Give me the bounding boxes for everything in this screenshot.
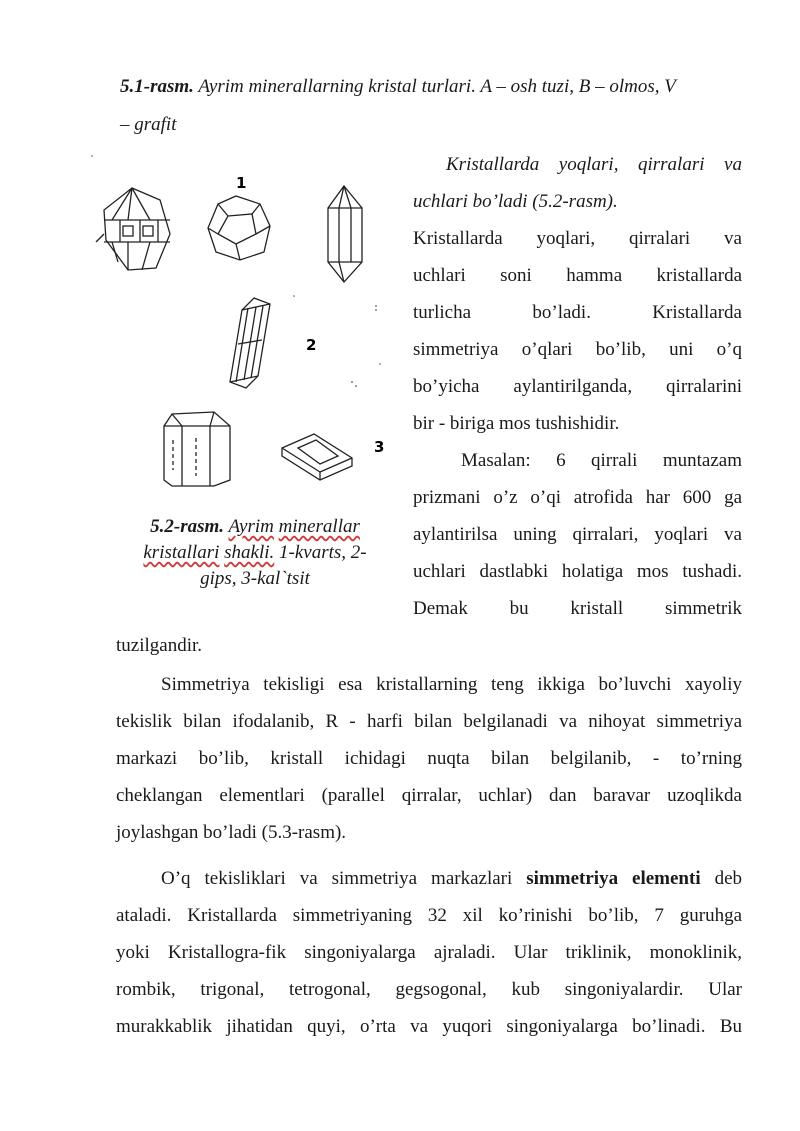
right-text-line: bir - biriga mos tushishidir.	[413, 413, 620, 434]
crystal-drawing-a	[96, 188, 170, 270]
body-text-line: tekislik bilan ifodalanib, R - harfi bilan belgilanadi va nihoyat simmetriya	[116, 711, 742, 732]
crystal-figure	[88, 150, 398, 510]
body-text-line: O’q tekisliklari va simmetriya markazlari simmetriya elementi deb	[161, 868, 743, 889]
right-text-line: prizmani o’z o’qi atrofida har 600 ga	[413, 487, 742, 508]
crystal-drawing-calcite	[282, 434, 352, 480]
crystal-drawing-c	[164, 412, 230, 486]
right-text-line: uchlari soni hamma kristallarda	[413, 265, 742, 286]
figure-number-2: 2	[306, 336, 317, 354]
term-symmetry-element: simmetriya elementi	[526, 868, 701, 889]
body-text-line: ataladi. Kristallarda simmetriyaning 32 xil ko’rinishi bo’lib, 7 guruhga	[116, 905, 742, 926]
crystal-drawing-quartz	[328, 186, 362, 282]
caption-5-1-line2: – grafit	[120, 114, 177, 135]
body-text-line: markazi bo’lib, kristall ichidagi nuqta bilan belgilanib, - to’rning	[116, 748, 742, 769]
body-text-line: joylashgan bo’ladi (5.3-rasm).	[116, 822, 347, 843]
caption-5-1-label: 5.1-rasm.	[120, 76, 194, 97]
right-text-line: Kristallarda yoqlari, qirralari va	[413, 228, 742, 249]
right-text-line: uchlari dastlabki holatiga mos tushadi.	[413, 561, 742, 582]
right-text-line: uchlari bo’ladi (5.2-rasm).	[413, 191, 618, 212]
right-text-line: aylantirilsa uning qirralari, yoqlari va	[413, 524, 742, 545]
right-text-line: bo’yicha aylantirilganda, qirralarini	[413, 376, 742, 397]
right-text-line: Demak bu kristall simmetrik	[413, 598, 742, 619]
figure-number-1: 1	[236, 174, 247, 192]
body-text-line: Simmetriya tekisligi esa kristallarning teng ikkiga bo’luvchi xayoliy	[161, 674, 742, 695]
caption-5-2: 5.2-rasm. Ayrim minerallar kristallari shakli. 1-kvarts, 2- gips, 3-kal`tsit	[143, 516, 367, 589]
crystal-drawing-b	[208, 196, 270, 260]
crystal-drawing-gypsum	[230, 298, 270, 388]
body-text-line: rombik, trigonal, tetrogonal, gegsogonal, kub singoniyalardir. Ular	[116, 979, 742, 1000]
right-text-line: turlicha bo’ladi. Kristallarda	[413, 302, 742, 323]
right-text-line: simmetriya o’qlari bo’lib, uni o’q	[413, 339, 742, 360]
body-text-line: tuzilgandir.	[116, 635, 203, 656]
body-text-line: murakkablik jihatidan quyi, o’rta va yuqori singoniyalarga bo’linadi. Bu	[116, 1016, 742, 1037]
caption-5-2-label: 5.2-rasm.	[150, 516, 225, 537]
right-text-line: Masalan: 6 qirrali muntazam	[461, 450, 742, 471]
body-text-line: cheklangan elementlari (parallel qirralar, uchlar) dan baravar uzoqlikda	[116, 785, 742, 806]
right-text-line: Kristallarda yoqlari, qirralari va	[446, 154, 742, 175]
figure-number-3: 3	[374, 438, 385, 456]
body-text-line: yoki Kristallogra-fik singoniyalarga ajraladi. Ular triklinik, monoklinik,	[116, 942, 742, 963]
caption-5-1-line1: 5.1-rasm. Ayrim minerallarning kristal turlari. A – osh tuzi, B – olmos, V	[120, 76, 676, 97]
